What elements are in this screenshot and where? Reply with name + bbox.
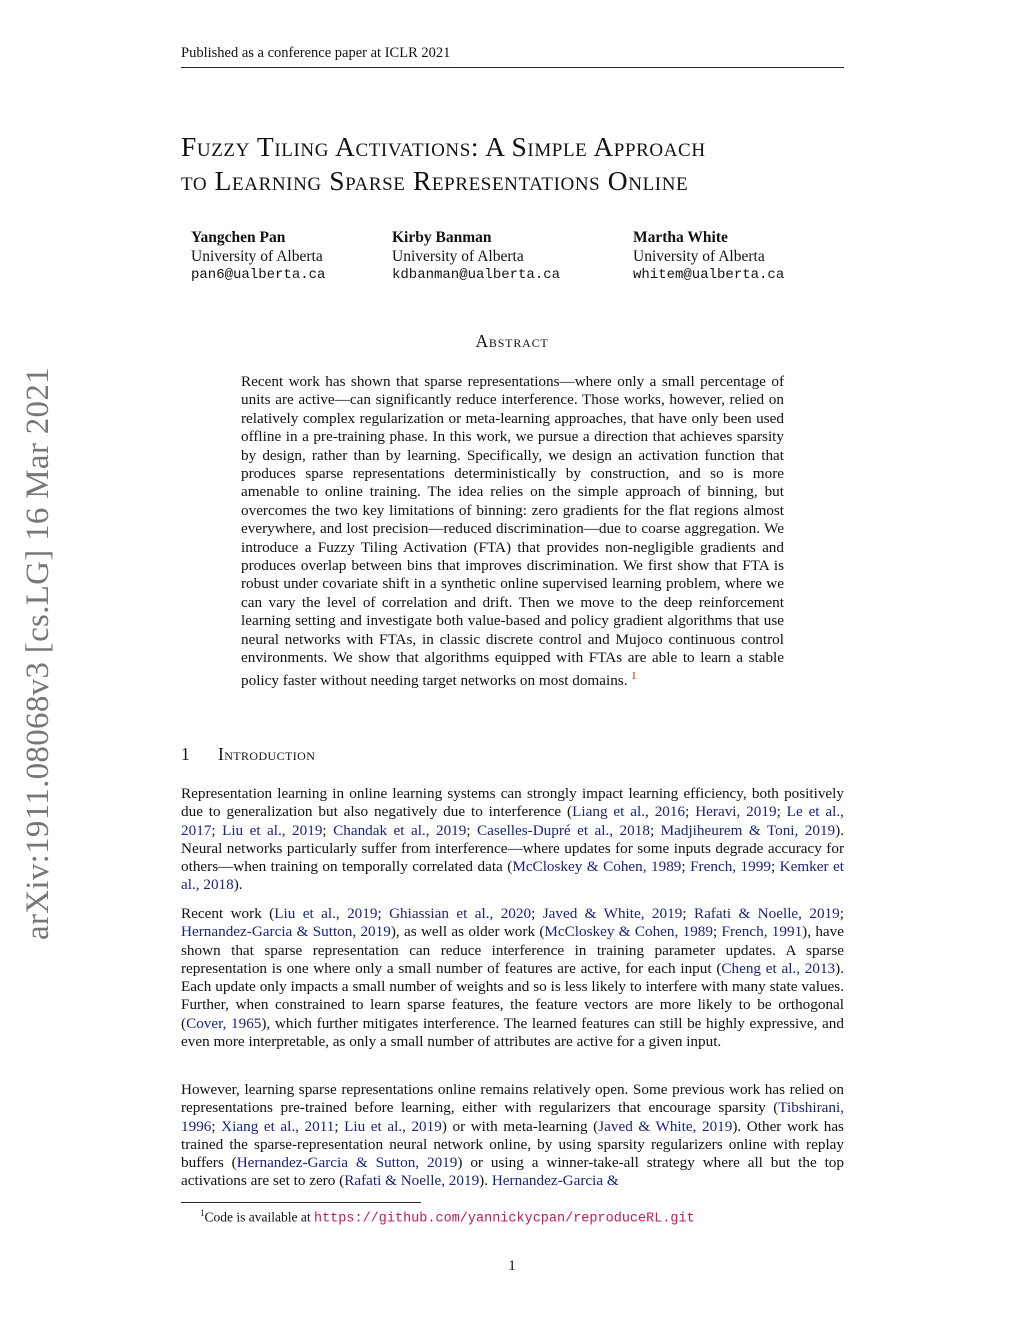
paragraph bbox=[181, 785, 844, 895]
paragraph-text: ). bbox=[233, 876, 243, 894]
author-affiliation: University of Alberta bbox=[392, 248, 524, 265]
citation-link[interactable]: Ghiassian et al., 2020 bbox=[389, 905, 532, 922]
citation-link[interactable]: Heravi, 2019 bbox=[695, 803, 777, 821]
citation-link[interactable]: Liu et al., 2019 bbox=[222, 821, 323, 839]
citation-link[interactable]: Hernandez-Garcia & bbox=[491, 1172, 619, 1190]
abstract-text bbox=[241, 373, 784, 690]
citation-link[interactable]: Kemker et al., 2018 bbox=[181, 858, 844, 894]
author-name: Yangchen Pan bbox=[191, 229, 286, 246]
code-url-link[interactable]: https://github.com/yannickycpan/reproduceRL.git bbox=[313, 1211, 695, 1227]
footnote-divider bbox=[181, 1202, 421, 1203]
citation-link[interactable]: McCloskey & Cohen, 1989 bbox=[544, 923, 713, 941]
citation-link[interactable]: Liang et al. bbox=[572, 803, 646, 821]
paragraph bbox=[181, 1081, 844, 1191]
paragraph-text: ; bbox=[649, 821, 661, 839]
paragraph-text: ), have shown that sparse representation can reduce interference in training parameter updates. A sparse representation is one where only a small number of features are active, for each input ( bbox=[181, 923, 844, 977]
citation-link[interactable]: Javed & White, 2019 bbox=[598, 1117, 733, 1135]
paragraph-text: ; bbox=[531, 905, 543, 922]
paragraph-text: Representation learning in online learning systems can strongly impact learning efficiency, both positively due to generalization but also negatively due to interference ( bbox=[181, 785, 844, 821]
footnote-text: Code is available at bbox=[204, 1209, 314, 1225]
paper-title bbox=[181, 130, 861, 198]
paragraph bbox=[181, 905, 844, 1051]
citation-link[interactable]: Xiang et al., 2011 bbox=[221, 1117, 335, 1135]
paragraph-text: ; bbox=[466, 821, 478, 839]
paragraph-text: ) or using a winner-take-all strategy where all but the top activations are set to zero ( bbox=[181, 1154, 844, 1190]
abstract-body: Recent work has shown that sparse representations—where only a small percentage of units are active—can significantly reduce interference. Those works, however, relied on relatively complex regularization or meta-learning approaches, that have only been used offline in a pre-training phase. In this work, we pursue a direction that achieves sparsity by design, rather than by learning. Specifically, we design an activation function that produces sparse representations deterministically by construction, and so is more amenable to online training. The idea relies on the simple approach of binning, but overcomes the two key limitations of binning: zero gradients for the flat regions almost everywhere, and lost precision—reduced discrimination—due to coarse aggregation. We introduce a Fuzzy Tiling Activation (FTA) that provides non-negligible gradients and produces overlap between bins that improves discrimination. We first show that FTA is robust under covariate shift in a synthetic online supervised learning problem, where we can vary the level of correlation and drift. Then we move to the deep reinforcement learning setting and investigate both value-based and policy gradient algorithms that use neural networks with FTAs, in classic discrete control and Mujoco continuous control environments. We show that algorithms equipped with FTAs are able to learn a stable policy faster without needing target networks on most domains. bbox=[241, 373, 784, 689]
author-affiliation: University of Alberta bbox=[191, 248, 323, 265]
paragraph-text: ; bbox=[211, 1117, 222, 1135]
footnote-number: 1 bbox=[200, 1208, 205, 1218]
section-heading bbox=[181, 744, 315, 765]
arxiv-identifier: arXiv:1911.08068v3 [cs.LG] 16 Mar 2021 bbox=[20, 367, 56, 940]
citation-link[interactable]: Hernandez-Garcia & Sutton, 2019 bbox=[181, 923, 391, 941]
paragraph-text: ; bbox=[322, 821, 334, 839]
paragraph-text: ; bbox=[211, 821, 223, 839]
citation-link[interactable]: French, 1991 bbox=[721, 923, 803, 941]
section-title: Introduction bbox=[218, 744, 316, 764]
citation-link[interactable]: Caselles-Dupré et al., 2018 bbox=[477, 821, 650, 839]
paragraph-text: ; bbox=[682, 905, 694, 922]
paragraph-text: Recent work ( bbox=[181, 905, 275, 922]
page-number: 1 bbox=[508, 1258, 516, 1274]
citation-link[interactable]: French, 1999 bbox=[690, 858, 771, 876]
paragraph-text: ). bbox=[479, 1172, 492, 1190]
citation-link[interactable]: Rafati & Noelle, 2019 bbox=[344, 1172, 480, 1190]
paragraph-text: ; bbox=[776, 803, 787, 821]
citation-link[interactable]: Hernandez-Garcia & Sutton, 2019 bbox=[236, 1154, 458, 1172]
paragraph-text: ) or with meta-learning ( bbox=[441, 1117, 599, 1135]
citation-link[interactable]: Le et al., 2017 bbox=[181, 803, 844, 839]
citation-link[interactable]: Madjiheurem & Toni, 2019 bbox=[660, 821, 836, 839]
citation-link[interactable]: 2016 bbox=[654, 803, 686, 821]
paragraph-text: ; bbox=[770, 858, 780, 876]
paragraph-text: ; bbox=[681, 858, 691, 876]
citation-link[interactable]: Javed & White, 2019 bbox=[542, 905, 683, 922]
author-block bbox=[633, 228, 784, 285]
paragraph-text: However, learning sparse representations online remains relatively open. Some previous work has relied on representations pre-trained before learning, either with regularizers that encourage sparsity ( bbox=[181, 1081, 844, 1117]
citation-link[interactable]: Liu et al., 2019 bbox=[344, 1117, 442, 1135]
citation-link[interactable]: Liu et al., 2019 bbox=[274, 905, 378, 922]
paragraph-text: ), as well as older work ( bbox=[390, 923, 545, 941]
author-block bbox=[392, 228, 560, 285]
paragraph-text: ; bbox=[334, 1117, 345, 1135]
citation-link[interactable]: Rafati & Noelle, 2019 bbox=[693, 905, 840, 922]
paragraph-text: ). Neural networks particularly suffer from interference—where updates for some inputs degrade accuracy for others—when training on temporally correlated data ( bbox=[181, 821, 845, 876]
paragraph-text: ; bbox=[712, 923, 722, 941]
author-email[interactable]: kdbanman@ualberta.ca bbox=[392, 267, 561, 283]
citation-link[interactable]: Cover, 1965 bbox=[186, 1014, 262, 1032]
paragraph-text: ), which further mitigates interference. The learned features can still be highly expressive, and even more interpretable, as only a small number of attributes are active for a given input. bbox=[181, 1014, 844, 1051]
footnote-reference[interactable]: 1 bbox=[631, 670, 637, 682]
citation-link[interactable]: Tibshirani, 1996 bbox=[181, 1099, 844, 1135]
conference-header: Published as a conference paper at ICLR 2021 bbox=[181, 45, 844, 68]
paragraph-text: ; bbox=[377, 905, 390, 922]
author-affiliation: University of Alberta bbox=[633, 248, 765, 265]
paragraph-text: ; bbox=[685, 803, 696, 821]
citation-link[interactable]: McCloskey & Cohen, 1989 bbox=[512, 858, 682, 876]
author-email[interactable]: pan6@ualberta.ca bbox=[191, 267, 326, 283]
paragraph-text: ; bbox=[839, 905, 844, 922]
section-number: 1 bbox=[181, 744, 191, 764]
author-name: Kirby Banman bbox=[392, 229, 492, 246]
footnote bbox=[200, 1208, 695, 1227]
citation-link[interactable]: Cheng et al., 2013 bbox=[721, 959, 836, 977]
author-name: Martha White bbox=[633, 229, 728, 246]
paragraph-text: ). Other work has trained the sparse-representation neural network online, by using sparsity regularizers online with replay buffers ( bbox=[181, 1117, 844, 1172]
author-block bbox=[191, 228, 325, 285]
title-line-2: to Learning Sparse Representations Online bbox=[181, 165, 689, 196]
abstract-heading: Abstract bbox=[475, 331, 549, 351]
author-email[interactable]: whitem@ualberta.ca bbox=[633, 267, 785, 283]
paragraph-text: , bbox=[645, 803, 655, 821]
citation-link[interactable]: Chandak et al., 2019 bbox=[333, 821, 467, 839]
title-line-1: Fuzzy Tiling Activations: A Simple Approach bbox=[181, 131, 706, 162]
paragraph-text: ). Each update only impacts a small number of weights and so is less likely to interfere with many state values. Further, when constrained to learn sparse features, the feature vectors are more likely to be orthogonal ( bbox=[181, 959, 844, 1032]
